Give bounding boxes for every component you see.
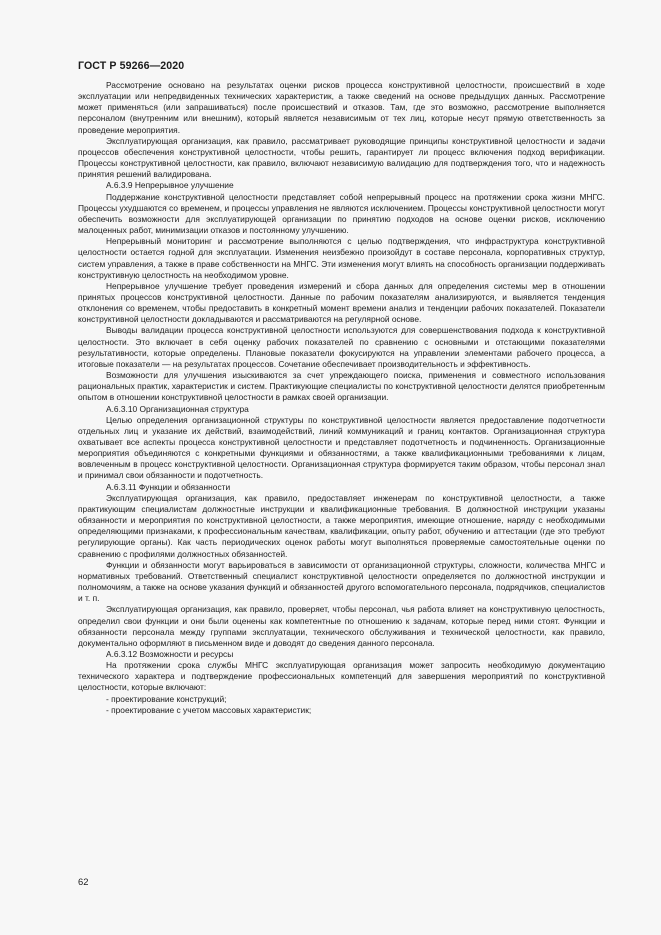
section-heading: А.6.3.12 Возможности и ресурсы [106, 648, 234, 659]
paragraph: На протяжении срока службы МНГС эксплуатирующая организация может запросить необходимую документацию технического характера и подтверждение профессиональных компетенций для завершения мероприятий по конструктивной целостности, которые включают: [78, 660, 605, 693]
paragraph: Эксплуатирующая организация, как правило, предоставляет инженерам по конструктивной целостности, а также практикующим специалистам должностные инструкции и квалификационные требования. В должностной инструкции указаны обязанности и мероприятия по конструктивной целостности, а также мероприятия, имеющие отношение, наряду с необходимыми определяющими признаками, к профессиональным качествам, квалификации, опыту работ, обучению и аттестации (где это требуют регулирующие органы). Как часть периодических оценок работы могут выполняться проверяемые самостоятельные оценки по сравнению с профилями должностных обязанностей. [78, 492, 605, 559]
paragraph: Поддержание конструктивной целостности представляет собой непрерывный процесс на протяжении срока жизни МНГС. Процессы ухудшаются со временем, и процессы управления не являются исключением. Процессы конструктивной целостности могут обеспечить возможности для эксплуатирующей организации по принятию подходов на основе оценки рисков, исключению малоценных работ, минимизации отказов и постоянному улучшению. [78, 191, 605, 236]
section-heading: А.6.3.9 Непрерывное улучшение [106, 180, 234, 191]
paragraph: Функции и обязанности могут варьироваться в зависимости от организационной структуры, сложности, количества МНГС и нормативных требований. Ответственный специалист конструктивной целостности определяется по должностной инструкции и полномочиям, а также на основе указания функций и обязанностей другого вспомогательного персонала, подрядчиков, специалистов и т. п. [78, 559, 605, 604]
paragraph: Возможности для улучшения изыскиваются за счет упреждающего поиска, применения и совместного использования рациональных практик, характеристик и систем. Практикующие специалисты по конструктивной целостности делятся приобретенным опытом в отношении конструктивной целостности в рамках своей организации. [78, 370, 605, 403]
document-body [78, 80, 605, 716]
paragraph: Эксплуатирующая организация, как правило, проверяет, чтобы персонал, чья работа влияет на конструктивную целостность, определил свои функции и они были оценены как компетентные по отношению к задачам, которые перед ними стоят. Функции и обязанности персонала между группами эксплуатации, технического обслуживания и технической целостности, как правило, документально оформляют в письменном виде и доводят до сведения данного персонала. [78, 604, 605, 648]
list-item: - проектирование конструкций; [106, 693, 227, 704]
paragraph: Выводы валидации процесса конструктивной целостности используются для совершенствования подхода к конструктивной целостности. Это включает в себя оценку рабочих показателей по сравнению с основными и отстающими показателями результативности, которые определены. Плановые показатели фокусируются на управлении элементами рабочего процесса, а итоговые показатели — на результатах процессов. Сочетание обеспечивает производительность и эффективность. [78, 325, 605, 369]
page-number: 62 [78, 876, 89, 887]
list-item: - проектирование с учетом массовых характеристик; [106, 704, 312, 715]
section-heading: А.6.3.10 Организационная структура [106, 403, 249, 414]
document-header: ГОСТ Р 59266—2020 [78, 60, 185, 72]
paragraph: Эксплуатирующая организация, как правило, рассматривает руководящие принципы конструктивной целостности и задачи процессов обеспечения конструктивной целостности, чтобы решить, гарантирует ли процесс включения подход верификации. Процессы конструктивной целостности, как правило, включают независимую валидацию для подтверждения того, что и надежность принятия решений валидирована. [78, 135, 605, 180]
paragraph: Непрерывный мониторинг и рассмотрение выполняются с целью подтверждения, что инфраструктура конструктивной целостности остается годной для эксплуатации. Изменения неизбежно произойдут в составе персонала, корпоративных структур, систем управления, а также в праве собственности на МНГС. Эти изменения могут влиять на способность организации поддерживать конструктивную целостность на необходимом уровне. [78, 236, 605, 280]
paragraph: Целью определения организационной структуры по конструктивной целостности является предоставление подотчетности отдельных лиц и указание их действий, взаимодействий, линий коммуникаций и границ контактов. Организационная структура охватывает все аспекты процесса конструктивной целостности и представляет подотчетность и подчиненность. Организационные мероприятия объединяются с конкретными функциями и обязанностями, а также квалификационными требованиями к лицам, вовлеченным в процесс конструктивной целостности. Организационная структура формируется таким образом, чтобы персонал знал и принимал свои обязанности и подотчетность. [78, 414, 605, 481]
paragraph: Непрерывное улучшение требует проведения измерений и сбора данных для определения системы мер в отношении принятых процессов конструктивной целостности. Данные по рабочим показателям анализируются, и выявляется тенденция отклонения со временем, чтобы предоставить в конкретный момент времени анализ и тенденции рабочих показателей. Показатели конструктивной целостности докладываются и рассматриваются на регулярной основе. [78, 280, 605, 325]
section-heading: А.6.3.11 Функции и обязанности [106, 481, 231, 492]
paragraph: Рассмотрение основано на результатах оценки рисков процесса конструктивной целостности, происшествий в ходе эксплуатации или непредвиденных технических характеристик, а также сведений на основе предыдущих данных. Рассмотрение может применяться (или запрашиваться) после происшествий и отказов. Там, где это возможно, рассмотрение выполняется персоналом (внутренним или внешним), который является независимым от тех лиц, которые несут прямую ответственность за проведение мероприятия. [78, 80, 605, 135]
